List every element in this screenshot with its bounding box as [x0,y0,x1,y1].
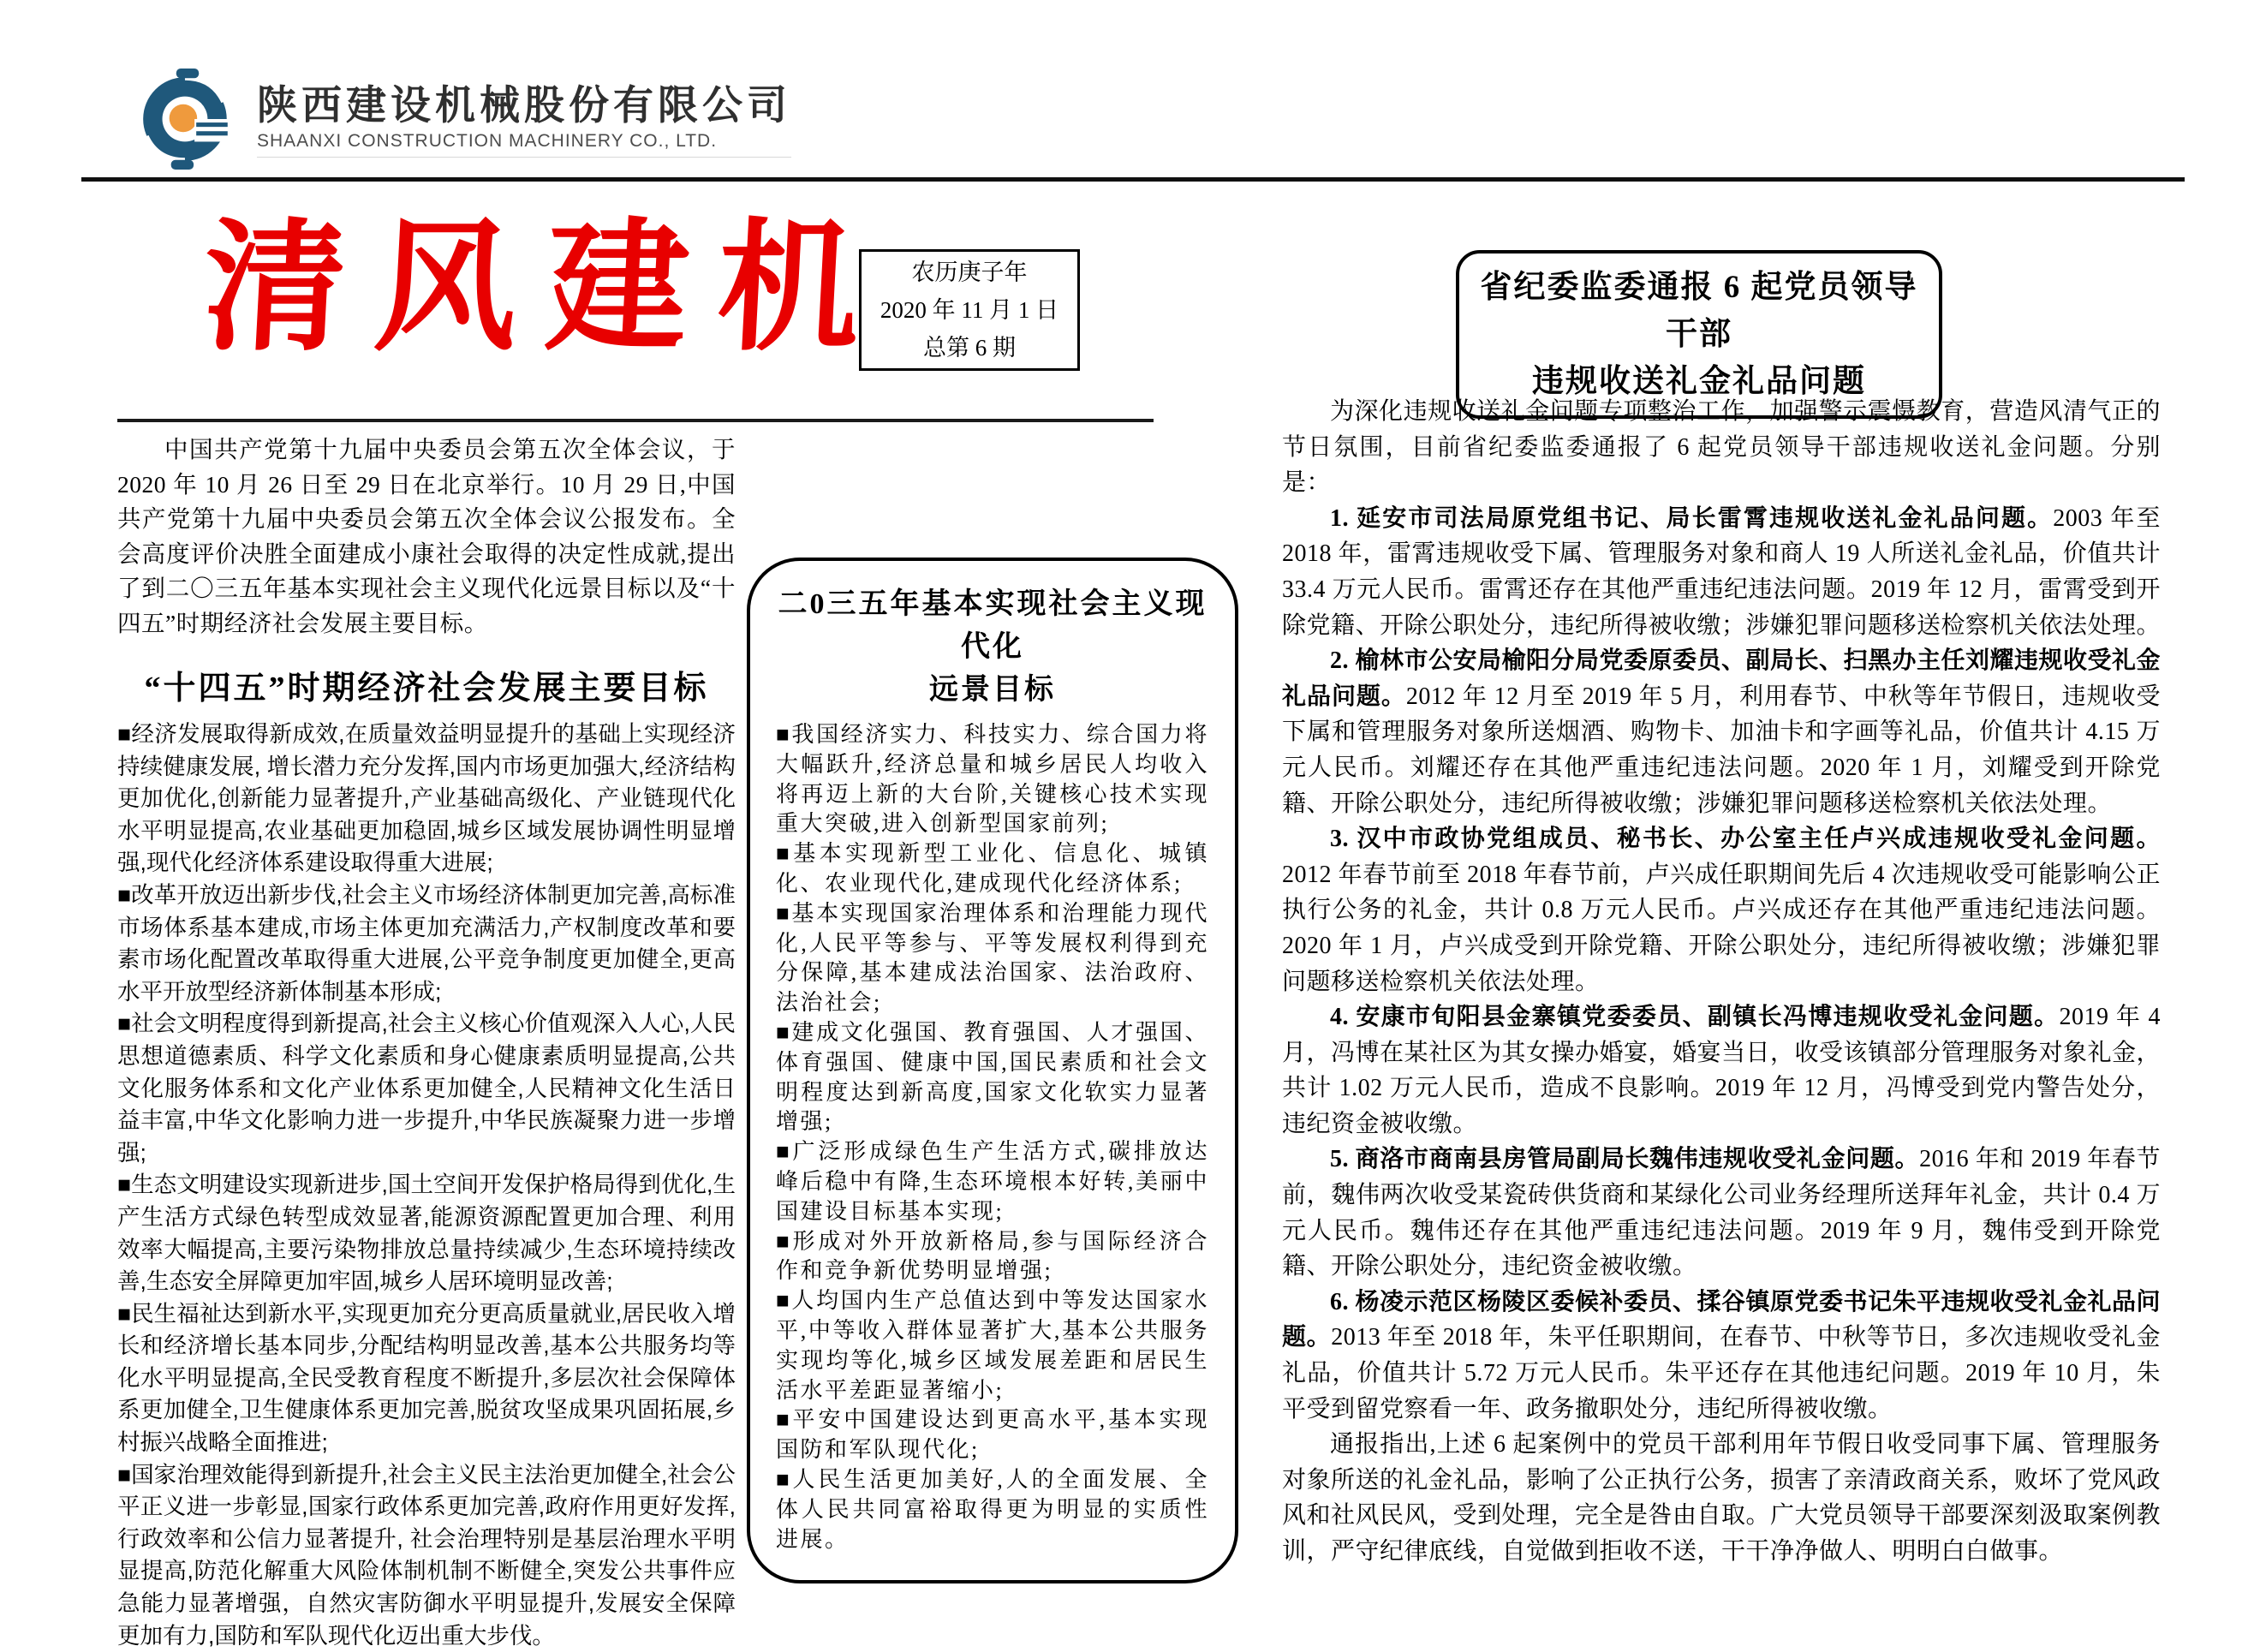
report-item [1282,1142,2161,1284]
goal-bullet: ■社会文明程度得到新提高,社会主义核心价值观深入人心,人民思想道德素质、科学文化素质和身心健康素质明显提高,公共文化服务体系和文化产业体系更加健全,人民精神文化生活日益丰富,中华文化影响力进一步提升,中华民族凝聚力进一步增强; [117,1011,736,1166]
goal-bullet: ■国家治理效能得到新提升,社会主义民主法治更加健全,社会公平正义进一步彰显,国家行政体系更加完善,政府作用更好发挥,行政效率和公信力显著提升, 社会治理特别是基层治理水平明显提高,防范化解重大风险体制机制不断健全,突发公共事件应急能力显著增强，自然灾害防御水平明显提升,发展安全保障更加有力,国防和军队现代化迈出重大步伐。 [117,1461,736,1649]
goal-bullet: ■生态文明建设实现新进步,国土空间开发保护格局得到优化,生产生活方式绿色转型成效显著,能源资源配置更加合理、利用效率大幅提高,主要污染物排放总量持续减少,生态环境持续改善,生态安全屏障更加牢固,城乡人居环境明显改善; [117,1172,736,1295]
issue-lunar-year: 农历庚子年 [911,259,1028,285]
vision-bullet: ■人均国内生产总值达到中等发达国家水平,中等收入群体显著扩大,基本公共服务实现均等化,城乡区域发展差距和居民生活水平差距显著缩小; [776,1288,1209,1403]
report-closing: 通报指出,上述 6 起案例中的党员干部利用年节假日收受同事下属、管理服务对象所送的礼金礼品，影响了公正执行公务，损害了亲清政商关系，败坏了党风政风和社风民风，受到处理，完全是咎由自取。广大党员领导干部要深刻汲取案例教训，严守纪律底线，自觉做到拒收不送，干干净净做人、明明白白做事。 [1282,1431,2162,1565]
report-item-heading: 5. 商洛市商南县房管局副局长魏伟违规收受礼金问题。 [1330,1146,1920,1173]
report-item-body: 2012 年春节前至 2018 年春节前，卢兴成任职期间先后 4 次违规收受可能影响公正执行公务的礼金，共计 0.8 万元人民币。卢兴成还存在其他严重违纪违法问题。2020 年 1 月，卢兴成受到开除党籍、开除公职处分，违纪所得被收缴；涉嫌犯罪问题移送检察机关依法处理。 [1282,861,2161,995]
right-column [1282,394,2161,1570]
vision-box-title [776,583,1209,712]
vision-bullet: ■形成对外开放新格局,参与国际经济合作和竞争新优势明显增强; [776,1228,1209,1284]
notice-title-line1: 省纪委监委通报 6 起党员领导干部 [1480,270,1918,352]
vision-title-line2: 远景目标 [929,674,1056,706]
left-column [117,432,736,1652]
report-item [1282,821,2161,999]
plenum-intro-paragraph: 中国共产党第十九届中央委员会第五次全体会议，于 2020 年 10 月 26 日至 29 日在北京举行。10 月 29 日,中国共产党第十九届中央委员会第五次全体会议公报发布。全会高度评价决胜全面建成小康社会取得的决定性成就,提出了到二〇三五年基本实现社会主义现代化远景目标以及“十四五”时期经济社会发展主要目标。 [117,436,736,636]
newsletter-title: 清风建机 [200,210,893,367]
report-item-heading: 1. 延安市司法局原党组书记、局长雷霄违规收送礼金礼品问题。 [1330,504,2054,532]
report-item-heading: 3. 汉中市政协党组成员、秘书长、办公室主任卢兴成违规收受礼金问题。 [1330,826,2161,853]
vision-bullet: ■我国经济实力、科技实力、综合国力将大幅跃升,经济总量和城乡居民人均收入将再迈上新的大台阶,关键核心技术实现重大突破,进入创新型国家前列; [776,722,1209,837]
report-item-heading: 4. 安康市旬阳县金寨镇党委委员、副镇长冯博违规收受礼金问题。 [1330,1004,2060,1031]
report-item-body: 2013 年至 2018 年，朱平任职期间，在春节、中秋等节日，多次违规收受礼金礼品，价值共计 5.72 万元人民币。朱平还存在其他违纪问题。2019 年 10 月，朱平受到留党察看一年、政务撤职处分，违纪所得被收缴。 [1282,1324,2161,1422]
goal-bullet: ■经济发展取得新成效,在质量效益明显提升的基础上实现经济持续健康发展, 增长潜力充分发挥,国内市场更加强大,经济结构更加优化,创新能力显著提升,产业基础高级化、产业链现代化水平明显提高,农业基础更加稳固,城乡区域发展协调性明显增强,现代化经济体系建设取得重大进展; [117,721,736,876]
vision-bullet: ■广泛形成绿色生产生活方式,碳排放达峰后稳中有降,生态环境根本好转,美丽中国建设目标基本实现; [776,1139,1209,1224]
report-item-body: 2016 年和 2019 年春节前，魏伟两次收受某瓷砖供货商和某绿化公司业务经理所送拜年礼金，共计 0.4 万元人民币。魏伟还存在其他严重违纪违法问题。2019 年 9 月，魏伟受到开除党籍、开除公职处分，违纪资金被收缴。 [1282,1146,2161,1280]
masthead-rule [117,419,1154,422]
report-intro: 为深化违规收送礼金问题专项整治工作，加强警示震慑教育，营造风清气正的节日氛围，目前省纪委监委通报了 6 起党员领导干部违规收送礼金问题。分别是： [1282,398,2161,497]
vision-bullet: ■基本实现国家治理体系和治理能力现代化,人民平等参与、平等发展权利得到充分保障,基本建成法治国家、法治政府、法治社会; [776,900,1209,1016]
company-name-en: SHAANXI CONSTRUCTION MACHINERY CO., LTD. [257,131,791,158]
vision-2035-box [747,558,1238,1583]
vision-bullet: ■基本实现新型工业化、信息化、城镇化、农业现代化,建成现代化经济体系; [776,841,1209,896]
issue-info-box [859,249,1080,371]
notice-title-line2: 违规收送礼金礼品问题 [1532,364,1866,399]
report-item [1282,643,2161,821]
report-item [1282,999,2161,1142]
company-name-block [257,81,791,158]
report-item-heading: 2. 榆林市公安局榆阳分局党委原委员、副局长、扫黑办主任刘耀违规收受礼金礼品问题。 [1282,647,2162,710]
issue-number: 总第 6 期 [923,335,1016,361]
vision-bullet: ■建成文化强国、教育强国、人才强国、体育强国、健康中国,国民素质和社会文明程度达到新高度,国家文化软实力显著增强; [776,1019,1209,1135]
company-name-cn: 陕西建设机械股份有限公司 [257,81,791,128]
company-logo-icon [135,67,240,171]
goal-bullet: ■民生福祉达到新水平,实现更加充分更高质量就业,居民收入增长和经济增长基本同步,分配结构明显改善,基本公共服务均等化水平明显提高,全民受教育程度不断提升,多层次社会保障体系更加健全,卫生健康体系更加完善,脱贫攻坚成果巩固拓展,乡村振兴战略全面推进; [117,1300,736,1456]
vision-bullet: ■平安中国建设达到更高水平,基本实现国防和军队现代化; [776,1407,1209,1463]
report-item-body: 2003 年至 2018 年，雷霄违规收受下属、管理服务对象和商人 19 人所送礼金礼品，价值共计 33.4 万元人民币。雷霄还存在其他严重违纪违法问题。2019 年 12 月，雷霄受到开除党籍、开除公职处分，违纪所得被收缴；涉嫌犯罪问题移送检察机关依法处理。 [1282,504,2162,639]
report-item-body: 2012 年 12 月至 2019 年 5 月，利用春节、中秋等年节假日，违规收受下属和管理服务对象所送烟酒、购物卡、加油卡和字画等礼品，价值共计 4.15 万元人民币。刘耀还存在其他严重违纪违法问题。2020 年 1 月，刘耀受到开除党籍、开除公职处分，违纪所得被收缴；涉嫌犯罪问题移送检察机关依法处理。 [1282,683,2161,817]
report-item [1282,501,2161,643]
report-item-heading: 6. 杨凌示范区杨陵区委候补委员、揉谷镇原党委书记朱平违规收受礼金礼品问题。 [1282,1288,2162,1351]
vision-title-line1: 二0三五年基本实现社会主义现代化 [778,588,1208,663]
header-rule [81,177,2185,182]
issue-date: 2020 年 11 月 1 日 [880,297,1059,323]
company-header [135,67,791,171]
report-item-body: 2019 年 4 月，冯博在某社区为其女操办婚宴，婚宴当日，收受该镇部分管理服务对象礼金，共计 1.02 万元人民币，造成不良影响。2019 年 12 月，冯博受到党内警告处分，违纪资金被收缴。 [1282,1004,2162,1137]
section-heading-14th-5yr: “十四五”时期经济社会发展主要目标 [144,671,709,707]
report-item [1282,1285,2161,1427]
vision-bullet: ■人民生活更加美好,人的全面发展、全体人民共同富裕取得更为明显的实质性进展。 [776,1466,1209,1552]
goal-bullet: ■改革开放迈出新步伐,社会主义市场经济体制更加完善,高标准市场体系基本建成,市场主体更加充满活力,产权制度改革和要素市场化配置改革取得重大进展,公平竞争制度更加健全,更高水平开放型经济新体制基本形成; [117,881,736,1005]
